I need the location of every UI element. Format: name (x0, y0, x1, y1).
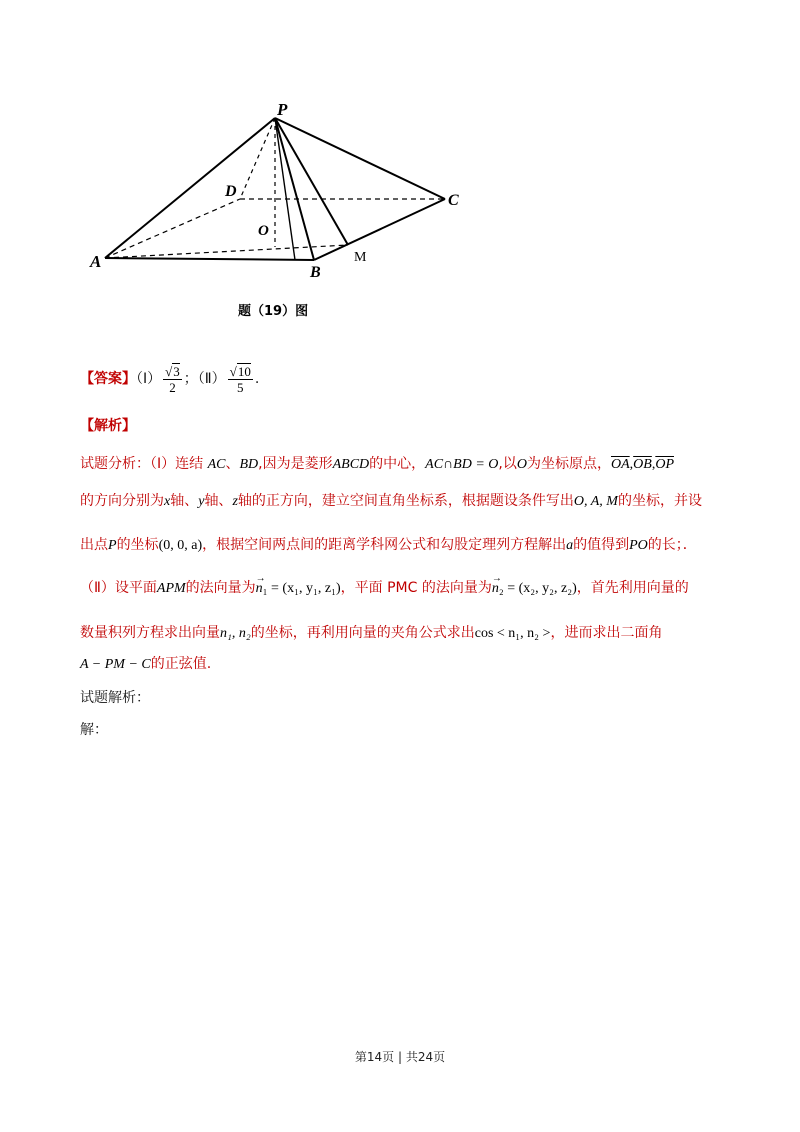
l1-O: O (516, 457, 527, 472)
analysis-line-5 (80, 623, 662, 644)
analysis-line-4 (80, 578, 689, 599)
l4-d: ，首先利用向量的 (576, 580, 689, 596)
l3-P: P (108, 538, 117, 553)
analysis-line-1: 试题分析：（Ⅰ）连结 AC、BD,因为是菱形ABCD的中心，AC∩BD = O,以O为坐标原点，$\overline{OA},\overline{OB},\overline{OP}$ (80, 456, 674, 472)
answer-part2: （Ⅱ） (197, 371, 226, 387)
l4-n1-eq: ₁ = (x₁, y₁, z₁) (262, 581, 341, 596)
analysis-line-3 (80, 535, 697, 556)
label-M: M (354, 250, 367, 265)
l2-d: 轴的正方向，建立空间直角坐标系，根据题设条件写出 (237, 493, 574, 509)
l3-a: 出点 (80, 537, 108, 553)
answer-den-1: 2 (163, 379, 182, 395)
l1-BD: BD (239, 457, 259, 472)
edge-BC (314, 199, 445, 260)
edge-AB (105, 258, 314, 260)
edge-PG (275, 118, 295, 260)
l1-mid: ,因为是菱形 (258, 456, 333, 472)
l2-a: 的方向分别为 (80, 493, 164, 509)
l3-PO: PO (629, 538, 648, 553)
answer-fraction-1: $\frac{√3}{2}$ (165, 363, 180, 395)
l5-b: 的坐标，再利用向量的夹角公式求出 (250, 625, 475, 641)
figure-caption: 题（19）图 (238, 304, 309, 319)
answer-sqrt-2: 10 (237, 363, 251, 379)
analysis-line-2 (80, 491, 702, 512)
answer-sep: ； (183, 371, 198, 387)
l3-e: 的长；． (647, 537, 697, 553)
edge-PA (105, 118, 275, 258)
label-D: D (225, 183, 237, 200)
l3-d: 的值得到 (573, 537, 630, 553)
l1-center: 的中心， (369, 456, 426, 472)
l1-prefix: 试题分析：（Ⅰ）连结 (80, 456, 204, 472)
label-A: A (90, 252, 102, 271)
l2-x: x (164, 494, 171, 509)
label-C: C (448, 192, 459, 209)
pyramid-figure (80, 95, 480, 325)
l4-n1: → n (256, 579, 263, 599)
label-P: P (277, 100, 288, 119)
l2-c: 轴、 (204, 493, 233, 509)
edge-PM (275, 118, 348, 245)
answer-den-2: 5 (228, 379, 253, 395)
edge-PB (275, 118, 314, 260)
solution-header: 试题解析： (80, 690, 150, 706)
l5-cos: cos < n₁, n₂ > (474, 626, 551, 641)
l1-origin2: 为坐标原点， (526, 456, 611, 472)
l1-eq: AC∩BD = O (425, 457, 499, 472)
analysis-tag: 【解析】 (80, 418, 136, 434)
l4-b: 的法向量为 (185, 580, 256, 596)
l1-origin: ,以 (498, 456, 517, 472)
answer-tag: 【答案】 (80, 371, 136, 387)
analysis-line-6 (80, 654, 211, 675)
l1-ABCD: ABCD (332, 457, 370, 472)
edge-PC (275, 118, 445, 199)
l5-c: ，进而求出二面角 (550, 625, 663, 641)
l6-b: 的正弦值. (150, 656, 212, 672)
answer-fraction-2: $\frac{√10}{5}$ (229, 363, 251, 395)
l4-n2: → n (492, 579, 499, 599)
l3-coord: (0, 0, a) (158, 538, 203, 553)
l4-a: （Ⅱ）设平面 (80, 580, 157, 596)
l4-APM: APM (156, 581, 186, 596)
l6-expr: A − PM − C (80, 657, 151, 672)
label-B: B (310, 264, 321, 281)
edge-PD (240, 118, 275, 199)
l2-points: O, A, M (573, 494, 618, 509)
vector-OA: $\overline{OA}$ (610, 457, 630, 472)
l3-c: ，根据空间两点间的距离学科网公式和勾股定理列方程解出 (202, 537, 567, 553)
l2-z: z (232, 494, 238, 509)
l3-a-var: a (566, 538, 574, 553)
l5-a: 数量积列方程求出向量 (80, 625, 220, 641)
l2-e: 的坐标，并设 (617, 493, 702, 509)
l4-n2-eq: ₂ = (x₂, y₂, z₂) (498, 581, 577, 596)
l5-n: n₁, n₂ (220, 626, 251, 641)
l4-c: ，平面 PMC 的法向量为 (340, 580, 492, 596)
l3-b: 的坐标 (116, 537, 159, 553)
answer-part1: （Ⅰ） (136, 371, 162, 387)
l2-b: 轴、 (170, 493, 199, 509)
label-O: O (258, 223, 269, 239)
vector-OP: $\overline{OP}$ (655, 457, 674, 472)
l1-dun: 、 (225, 456, 240, 472)
edge-AD (105, 199, 240, 258)
l1-AC: AC (207, 457, 226, 472)
vector-OB: $\overline{OB}$ (633, 457, 652, 472)
answer-end: . (254, 371, 260, 387)
l2-y: y (198, 494, 205, 509)
answer-line (80, 362, 259, 396)
solution-start: 解： (80, 722, 108, 738)
page-footer: 第14页 | 共24页 (354, 1050, 446, 1064)
answer-sqrt-1: 3 (173, 363, 180, 379)
